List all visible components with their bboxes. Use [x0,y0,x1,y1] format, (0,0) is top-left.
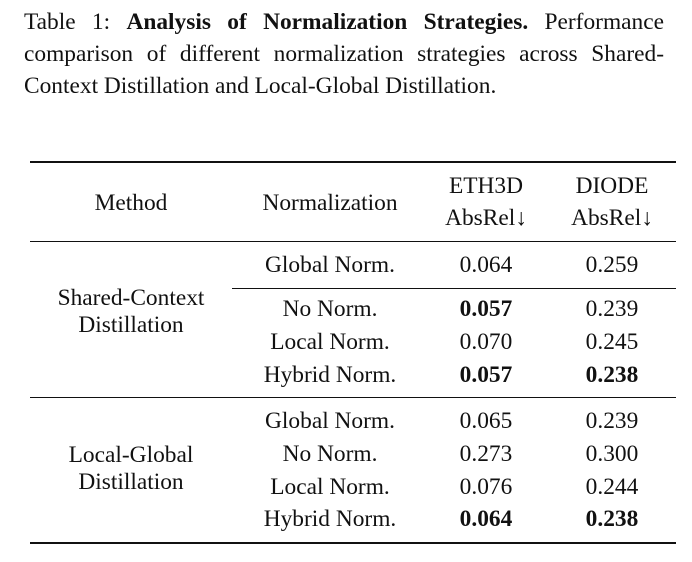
group1-method-line2: Distillation [78,312,184,338]
row-norm: Global Norm. [265,408,395,434]
group2-method-line1: Local-Global [68,442,194,468]
row-diode: 0.300 [585,441,639,467]
header-diode-name: DIODE [575,173,649,199]
group1-method-line1: Shared-Context [57,285,205,311]
header-rule [30,241,676,242]
row-eth3d: 0.057 [459,362,513,388]
row-diode: 0.244 [585,474,639,500]
row-eth3d: 0.273 [459,441,513,467]
row-eth3d: 0.064 [459,506,513,532]
row-norm: Local Norm. [270,474,390,500]
row-norm: No Norm. [282,441,378,467]
header-eth3d-metric: AbsRel↓ [445,205,527,231]
row-eth3d: 0.064 [459,252,513,278]
row-diode: 0.245 [585,329,639,355]
header-normalization: Normalization [262,190,398,216]
row-diode: 0.238 [585,362,639,388]
row-eth3d: 0.076 [459,474,513,500]
row-norm: Global Norm. [265,252,395,278]
row-norm: No Norm. [282,296,378,322]
group-divider-rule [30,397,676,398]
header-diode-metric: AbsRel↓ [571,205,653,231]
group2-method-line2: Distillation [78,469,184,495]
header-eth3d-name: ETH3D [448,173,524,199]
group1-partial-rule [232,288,676,289]
bottom-rule [30,542,676,544]
table-caption [24,6,664,102]
caption-text: Performance comparison of different normalization strategies across Shared-Context Distillation and Local-Global Distillation. [24,9,664,99]
caption-title: Analysis of Normalization Strategies. [126,9,529,35]
row-diode: 0.238 [585,506,639,532]
row-diode: 0.259 [585,252,639,278]
row-eth3d: 0.065 [459,408,513,434]
row-eth3d: 0.070 [459,329,513,355]
row-eth3d: 0.057 [459,296,513,322]
row-norm: Hybrid Norm. [263,362,397,388]
caption-label: Table 1: [24,9,111,35]
header-method: Method [94,190,168,216]
row-diode: 0.239 [585,296,639,322]
row-diode: 0.239 [585,408,639,434]
row-norm: Hybrid Norm. [263,506,397,532]
top-rule [30,161,676,163]
row-norm: Local Norm. [270,329,390,355]
